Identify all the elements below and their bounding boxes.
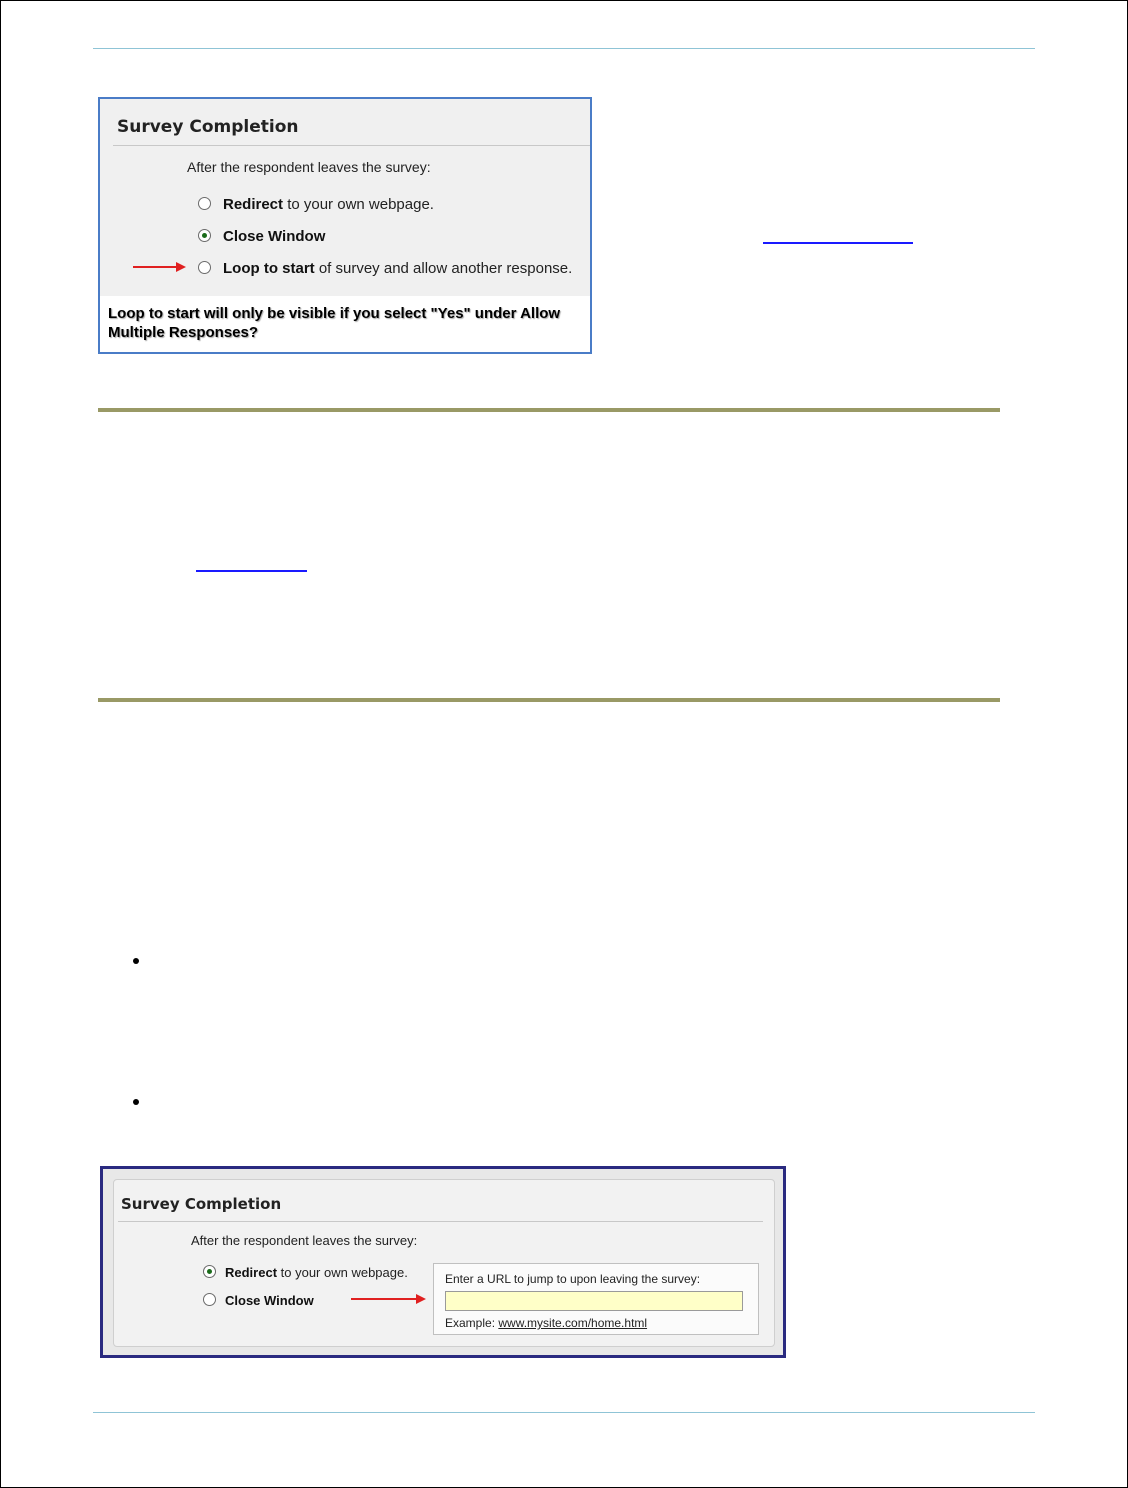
panel-title: Survey Completion: [121, 1195, 282, 1213]
header-rule: [93, 48, 1035, 49]
survey-completion-screenshot-top: [98, 97, 592, 354]
bullet-point: [133, 1099, 139, 1105]
red-arrow-shaft: [133, 266, 177, 268]
footer-rule: [93, 1412, 1035, 1413]
close-window-option-label: Close Window: [223, 228, 326, 245]
redirect-radio[interactable]: [198, 197, 211, 210]
redirect-radio[interactable]: [203, 1265, 216, 1278]
panel-title: Survey Completion: [117, 117, 299, 137]
redirect-option-label: Redirect to your own webpage.: [225, 1265, 408, 1280]
radio-selected-dot: [202, 233, 207, 238]
bullet-point: [133, 958, 139, 964]
panel-divider: [113, 145, 590, 146]
section-rule: [98, 698, 1000, 702]
redirect-url-box: [433, 1263, 759, 1335]
hyperlink-underline-1[interactable]: [763, 242, 913, 244]
panel-prompt: After the respondent leaves the survey:: [191, 1233, 418, 1248]
section-rule: [98, 408, 1000, 412]
panel-divider: [118, 1221, 763, 1222]
url-field-label: Enter a URL to jump to upon leaving the survey:: [445, 1272, 701, 1286]
hyperlink-underline-2[interactable]: [196, 570, 307, 572]
close-window-radio[interactable]: [203, 1293, 216, 1306]
red-arrow-icon: [176, 262, 186, 272]
loop-to-start-note: Loop to start will only be visible if you select "Yes" under Allow Multiple Responses?: [108, 305, 561, 341]
close-window-radio[interactable]: [198, 229, 211, 242]
red-arrow-shaft: [351, 1298, 417, 1300]
url-example: Example: www.mysite.com/home.html: [445, 1316, 648, 1330]
red-arrow-icon: [416, 1294, 426, 1304]
example-url-link[interactable]: www.mysite.com/home.html: [498, 1316, 648, 1330]
redirect-url-input[interactable]: [445, 1291, 743, 1311]
survey-completion-screenshot-bottom: [100, 1166, 786, 1358]
radio-selected-dot: [207, 1269, 212, 1274]
loop-to-start-option-label: Loop to start of survey and allow another response.: [223, 260, 573, 277]
redirect-option-label: Redirect to your own webpage.: [223, 196, 434, 213]
loop-to-start-radio[interactable]: [198, 261, 211, 274]
panel-prompt: After the respondent leaves the survey:: [187, 159, 431, 175]
survey-completion-panel: [100, 99, 590, 296]
close-window-option-label: Close Window: [225, 1293, 314, 1308]
